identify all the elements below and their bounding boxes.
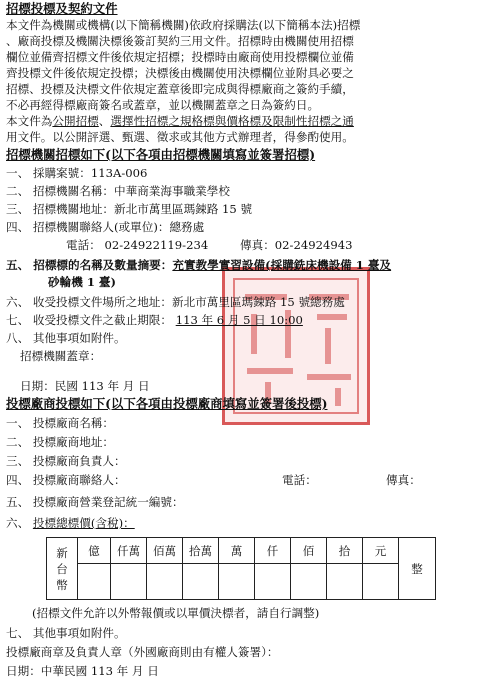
item-subject: 五、 招標標的名稱及數量摘要：充實教學實習設備(採購銑床機設備 1 臺及 xyxy=(6,258,392,272)
intro-line-2: 、廠商投標及機關決標後簽訂契約三用文件。招標時由機關使用招標 xyxy=(6,34,354,48)
amount-cell-baiwan[interactable] xyxy=(147,564,183,600)
agency-contact: 四、 招標機關聯絡人(或單位)：總務處 xyxy=(6,220,205,234)
intro-line-4: 齊投標文件後依規定投標；決標後由機關使用決標欄位並附具必要之 xyxy=(6,66,354,80)
amount-cell-yuan[interactable] xyxy=(363,564,399,600)
unit-qian: 仟 xyxy=(255,538,291,564)
vendor-date: 日期：中華民國 113 年 月 日 xyxy=(6,664,159,678)
intro-line-1: 本文件為機關或機構(以下簡稱機關)依政府採購法(以下簡稱本法)招標 xyxy=(6,18,361,32)
vendor-owner: 三、 投標廠商負責人： xyxy=(6,454,126,468)
unit-wan: 萬 xyxy=(219,538,255,564)
vendor-name: 一、 投標廠商名稱： xyxy=(6,416,115,430)
vendor-fax-label: 傳真： xyxy=(386,473,421,487)
unit-bai: 佰 xyxy=(291,538,327,564)
agency-phone: 電話： 02-24922119-234 xyxy=(66,238,209,252)
case-number: 一、 採購案號：113A-006 xyxy=(6,166,148,180)
document-title: 招標投標及契約文件 xyxy=(6,1,118,16)
vendor-contact: 四、 投標廠商聯絡人： xyxy=(6,473,126,487)
unit-shiwan: 拾萬 xyxy=(183,538,219,564)
unit-shi: 拾 xyxy=(327,538,363,564)
vendor-phone-label: 電話： xyxy=(282,473,317,487)
vendor-other-matters: 七、 其他事項如附件。 xyxy=(6,626,126,640)
agency-name: 二、 招標機關名稱：中華商業海事職業學校 xyxy=(6,184,230,198)
amount-cell-shi[interactable] xyxy=(327,564,363,600)
amount-cell-qianwan[interactable] xyxy=(111,564,147,600)
amount-cell-wan[interactable] xyxy=(219,564,255,600)
amount-cell-shiwan[interactable] xyxy=(183,564,219,600)
amount-cell-bai[interactable] xyxy=(291,564,327,600)
other-matters: 八、 其他事項如附件。 xyxy=(6,331,126,345)
intro-line-5: 招標、投標及決標文件依規定蓋章後即完成與得標廠商之簽約手續， xyxy=(6,82,354,96)
vendor-seal-label: 投標廠商章及負責人章（外國廠商則由有權人簽署）： xyxy=(6,645,279,659)
vendor-heading: 投標廠商投標如下(以下各項由投標廠商填寫並簽署後投標) xyxy=(6,396,328,411)
unit-qianwan: 仟萬 xyxy=(111,538,147,564)
intro-line-6: 不必再經得標廠商簽名或蓋章，並以機關蓋章之日為簽約日。 xyxy=(6,98,320,112)
item-subject-line-2: 砂輪機 1 臺) xyxy=(48,275,117,289)
usage-line-1: 本文件為公開招標、選擇性招標之規格標與價格標及限制性招標之通 xyxy=(6,114,354,128)
agency-address: 三、 招標機關地址：新北市萬里區瑪鋉路 15 號 xyxy=(6,202,253,216)
unit-yi: 億 xyxy=(78,538,111,564)
usage-line-2: 用文件。以公開評選、甄選、徵求或其他方式辦理者，得參酌使用。 xyxy=(6,130,354,144)
foreign-currency-note: (招標文件允許以外幣報價或以單價決標者，請自行調整) xyxy=(32,606,320,620)
price-suffix: 整 xyxy=(399,538,436,600)
total-price-label: 六、 投標總標價(含稅)： xyxy=(6,516,135,530)
amount-cell-qian[interactable] xyxy=(255,564,291,600)
unit-baiwan: 佰萬 xyxy=(147,538,183,564)
currency-label: 新台幣 xyxy=(47,538,78,600)
amount-cell-yi[interactable] xyxy=(78,564,111,600)
vendor-tax-id: 五、 投標廠商營業登記統一編號： xyxy=(6,495,184,509)
vendor-address: 二、 投標廠商地址： xyxy=(6,435,115,449)
agency-fax: 傳真：02-24924943 xyxy=(240,238,353,252)
agency-seal-label: 招標機關蓋章： xyxy=(20,349,102,363)
unit-yuan: 元 xyxy=(363,538,399,564)
submission-address: 六、 收受投標文件場所之地址：新北市萬里區瑪鋉路 15 號總務處 xyxy=(6,295,345,309)
submission-deadline: 七、 收受投標文件之截止期限： 113 年 6 月 5 日 10:00 xyxy=(6,313,303,327)
agency-date: 日期：民國 113 年 月 日 xyxy=(20,379,150,393)
price-table xyxy=(46,537,436,600)
intro-line-3: 欄位並備齊招標文件後依規定招標；投標時由廠商使用投標欄位並備 xyxy=(6,50,354,64)
agency-heading: 招標機關招標如下(以下各項由招標機關填寫並簽署招標) xyxy=(6,147,316,162)
